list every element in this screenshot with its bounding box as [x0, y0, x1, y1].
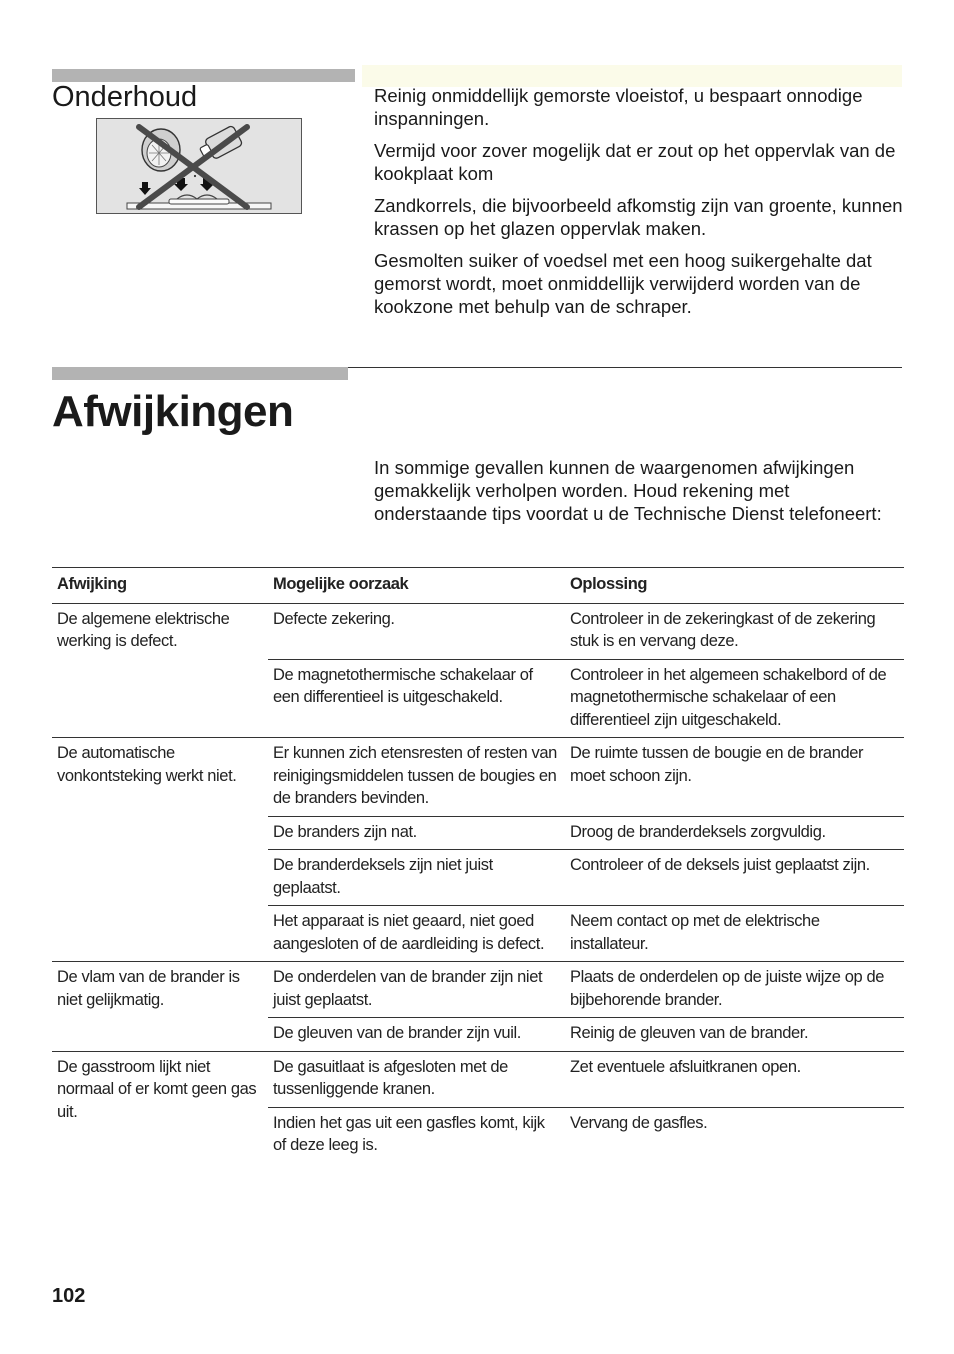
solution-cell: Reinig de gleuven van de brander.: [565, 1018, 904, 1052]
solution-cell: Controleer in het algemeen schakelbord of de magnetothermische schakelaar of een differentieel zijn uitgeschakeld.: [565, 659, 904, 738]
maintenance-paragraph: Reinig onmiddellijk gemorste vloeistof, u bespaart onnodige inspanningen.: [374, 85, 863, 129]
table-row: [52, 1051, 904, 1107]
intro-paragraph: In sommige gevallen kunnen de waargenomen afwijkingen gemakkelijk verholpen worden. Houd rekening met onderstaande tips voordat u de Technische Dienst telefoneert:: [374, 457, 882, 524]
solution-cell: De ruimte tussen de bougie en de brander moet schoon zijn.: [565, 738, 904, 817]
cause-cell: De branders zijn nat.: [268, 816, 565, 850]
hob-illustration: [97, 119, 301, 213]
cause-cell: De gasuitlaat is afgesloten met de tussenliggende kranen.: [268, 1051, 565, 1107]
solution-cell: Droog de branderdeksels zorgvuldig.: [565, 816, 904, 850]
section-bar-afwijkingen: [52, 367, 348, 380]
solution-cell: Controleer in de zekeringkast of de zekering stuk is en vervang deze.: [565, 603, 904, 659]
fault-cell: De automatische vonkontsteking werkt niet.: [52, 738, 268, 962]
header-cause: Mogelijke oorzaak: [273, 575, 409, 593]
section-title-onderhoud: Onderhoud: [52, 81, 198, 113]
table-row: [52, 962, 904, 1018]
maintenance-paragraph: Gesmolten suiker of voedsel met een hoog suikergehalte dat gemorst wordt, moet onmiddellijk verwijderd worden van de kookzone met behulp van de schraper.: [374, 250, 872, 317]
cause-cell: Het apparaat is niet geaard, niet goed aangesloten of de aardleiding is defect.: [268, 906, 565, 962]
cause-cell: De branderdeksels zijn niet juist geplaatst.: [268, 850, 565, 906]
solution-cell: Controleer of de deksels juist geplaatst zijn.: [565, 850, 904, 906]
cause-cell: De gleuven van de brander zijn vuil.: [268, 1018, 565, 1052]
fault-cell: De algemene elektrische werking is defect.: [52, 603, 268, 738]
maintenance-text: [374, 84, 904, 327]
maintenance-paragraph: Vermijd voor zover mogelijk dat er zout op het oppervlak van de kookplaat kom: [374, 140, 896, 184]
section-title-afwijkingen: Afwijkingen: [52, 387, 294, 436]
page-number: 102: [52, 1285, 86, 1307]
cause-cell: Indien het gas uit een gasfles komt, kijk of deze leeg is.: [268, 1107, 565, 1163]
fault-cell: De gasstroom lijkt niet normaal of er komt geen gas uit.: [52, 1051, 268, 1163]
cause-cell: De onderdelen van de brander zijn niet juist geplaatst.: [268, 962, 565, 1018]
solution-cell: Vervang de gasfles.: [565, 1107, 904, 1163]
table-header-row: [52, 568, 904, 604]
header-solution: Oplossing: [570, 575, 648, 593]
solution-cell: Zet eventuele afsluitkranen open.: [565, 1051, 904, 1107]
no-salt-lemon-on-hob-icon: [96, 118, 302, 214]
solution-cell: Neem contact op met de elektrische installateur.: [565, 906, 904, 962]
table-row: [52, 738, 904, 817]
cause-cell: Er kunnen zich etensresten of resten van reinigingsmiddelen tussen de bougies en de branders bevinden.: [268, 738, 565, 817]
maintenance-paragraph: Zandkorrels, die bijvoorbeeld afkomstig zijn van groente, kunnen krassen op het glazen oppervlak maken.: [374, 195, 903, 239]
fault-cell: De vlam van de brander is niet gelijkmatig.: [52, 962, 268, 1052]
header-fault: Afwijking: [57, 575, 127, 593]
troubleshooting-intro: [374, 456, 904, 534]
solution-cell: Plaats de onderdelen op de juiste wijze op de bijbehorende brander.: [565, 962, 904, 1018]
cause-cell: Defecte zekering.: [268, 603, 565, 659]
cause-cell: De magnetothermische schakelaar of een differentieel is uitgeschakeld.: [268, 659, 565, 738]
section-rule: [348, 367, 902, 368]
table-row: [52, 603, 904, 659]
troubleshooting-table: [52, 567, 904, 1163]
